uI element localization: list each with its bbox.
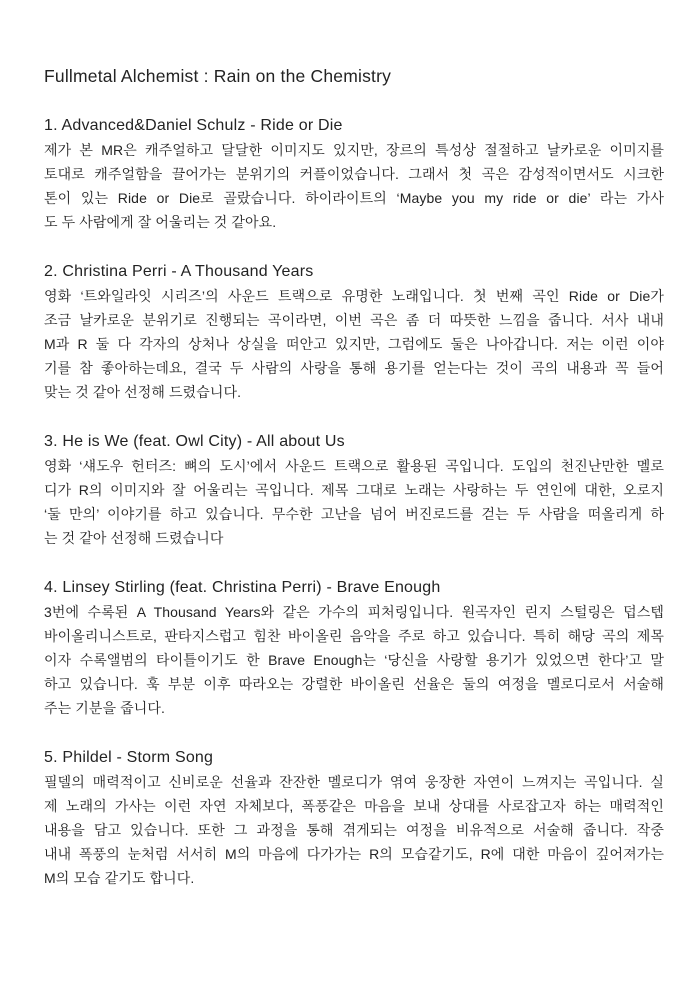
text-line: 내용을 담고 있습니다. 또한 그 과정을 통해 겪게되는 여정을 비유적으로 서술해 줍니다. 작중 (44, 822, 664, 838)
text-line: 주는 기분을 줍니다. (44, 700, 165, 716)
text-line: 제 노래의 가사는 이런 자연 자체보다, 폭풍같은 마음을 보내 상대를 사로잡고자 하는 매력적인 (44, 798, 664, 814)
song-description (44, 600, 664, 720)
text-line: 이자 수록앨범의 타이틀이기도 한 Brave Enough는 ‘당신을 사랑할 용기가 있었으면 한다’고 말 (44, 652, 664, 668)
text-line: M의 모습 같기도 합니다. (44, 870, 195, 886)
text-line: 기를 참 좋아하는데요, 결국 두 사람의 사랑을 통해 용기를 얻는다는 것이 곡의 내용과 꼭 들어 (44, 360, 664, 376)
text-line: 디가 R의 이미지와 잘 어울리는 곡입니다. 제목 그대로 노래는 사랑하는 두 연인에 대한, 오로지 (44, 482, 664, 498)
text-line: 제가 본 MR은 캐주얼하고 달달한 이미지도 있지만, 장르의 특성상 절절하고 날카로운 이미지를 (44, 142, 664, 158)
song-section (44, 430, 664, 550)
song-heading: 5. Phildel - Storm Song (44, 749, 214, 766)
song-heading: 1. Advanced&Daniel Schulz - Ride or Die (44, 117, 343, 134)
text-line: 영화 ‘섀도우 헌터즈: 뼈의 도시’에서 사운드 트랙으로 활용된 곡입니다. 도입의 천진난만한 멜로 (44, 458, 664, 474)
text-line: 맞는 것 같아 선정해 드렸습니다. (44, 384, 242, 400)
text-line: 바이올리니스트로, 판타지스럽고 힘찬 바이올린 음악을 주로 하고 있습니다. 특히 해당 곡의 제목 (44, 628, 664, 644)
song-description (44, 284, 664, 404)
document-title: Fullmetal Alchemist : Rain on the Chemistry (44, 66, 392, 86)
text-line: 토대로 캐주얼함을 끌어가는 분위기의 커플이었습니다. 그래서 첫 곡은 감성적이면서도 시크한 (44, 166, 664, 182)
song-description (44, 454, 664, 550)
text-line: M과 R 둘 다 각자의 상처나 상실을 떠안고 있지만, 그럼에도 둘은 나아갑니다. 저는 이런 이야 (44, 336, 664, 352)
song-section (44, 260, 664, 404)
text-line: 하고 있습니다. 훅 부분 이후 따라오는 강렬한 바이올린 선율은 둘의 여정을 멜로디로서 서술해 (44, 676, 664, 692)
song-section (44, 114, 664, 234)
text-line: 내내 폭풍의 눈처럼 서서히 M의 마음에 다가가는 R의 모습같기도, R에 대한 마음이 깊어져가는 (44, 846, 664, 862)
text-line: 영화 ‘트와일라잇 시리즈’의 사운드 트랙으로 유명한 노래입니다. 첫 번째 곡인 Ride or Die가 (44, 288, 664, 304)
song-section (44, 576, 664, 720)
text-line: 필델의 매력적이고 신비로운 선율과 잔잔한 멜로디가 엮여 웅장한 자연이 느껴지는 곡입니다. 실 (44, 774, 664, 790)
song-heading: 3. He is We (feat. Owl City) - All about Us (44, 433, 345, 450)
song-sections-container (44, 114, 664, 890)
text-line: 조금 날카로운 분위기로 진행되는 곡이라면, 이번 곡은 좀 더 따뜻한 느낌을 줍니다. 서사 내내 (44, 312, 664, 328)
text-line: 3번에 수록된 A Thousand Years와 같은 가수의 피처링입니다. 원곡자인 린지 스털링은 덥스텝 (44, 604, 664, 620)
text-line: ‘둘 만의’ 이야기를 하고 있습니다. 무수한 고난을 넘어 버진로드를 걷는 두 사람을 떠올리게 하 (44, 506, 664, 522)
text-line: 톤이 있는 Ride or Die로 골랐습니다. 하이라이트의 ‘Maybe you my ride or die’ 라는 가사 (44, 190, 664, 206)
song-description (44, 138, 664, 234)
song-description (44, 770, 664, 890)
text-line: 는 것 같아 선정해 드렸습니다 (44, 530, 224, 546)
song-section (44, 746, 664, 890)
song-heading: 4. Linsey Stirling (feat. Christina Perri) - Brave Enough (44, 579, 441, 596)
text-line: 도 두 사람에게 잘 어울리는 것 같아요. (44, 214, 277, 230)
song-heading: 2. Christina Perri - A Thousand Years (44, 263, 314, 280)
